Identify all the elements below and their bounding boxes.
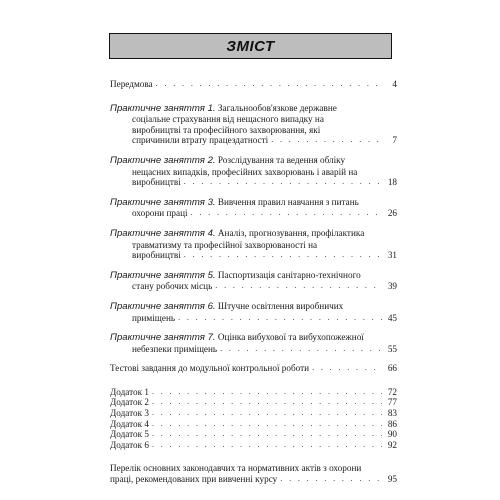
toc-entry-last-line xyxy=(110,281,397,292)
toc-entry xyxy=(110,440,397,451)
toc-entry-text: Оцінка вибухової та вибухопожежної xyxy=(217,332,364,343)
toc-entry-text: Додаток 6 xyxy=(110,439,149,450)
toc-entry-text: Перелік основних законодавчих та нормативних актів з охорони xyxy=(110,463,362,474)
toc-entry xyxy=(110,429,397,440)
toc-entry-line xyxy=(110,155,397,167)
toc-entry-label: Практичне заняття 3. xyxy=(110,196,216,208)
toc-entry-text: Передмова xyxy=(110,79,153,89)
leader-dots xyxy=(184,250,382,261)
leader-dots xyxy=(152,408,382,419)
toc-page-number: 86 xyxy=(387,418,397,429)
toc-page-number: 7 xyxy=(392,135,397,146)
leader-dots xyxy=(152,440,382,451)
toc-entry xyxy=(110,197,397,219)
table-of-contents xyxy=(110,79,397,494)
toc-entry xyxy=(110,155,397,188)
toc-entry-last-line xyxy=(110,177,397,188)
toc-entry-text: небезпеки приміщень xyxy=(132,343,218,354)
toc-entry-label: Практичне заняття 1. xyxy=(110,102,216,114)
toc-entry xyxy=(110,332,397,354)
toc-entry-line xyxy=(110,103,397,115)
leader-dots xyxy=(178,313,382,324)
toc-entry-text: охорони праці xyxy=(132,208,188,219)
toc-entry-last-line xyxy=(110,474,397,485)
toc-entry xyxy=(110,228,397,261)
toc-page-number: 90 xyxy=(387,429,397,440)
leader-dots xyxy=(152,387,382,398)
toc-entry-text: Загальнообов'язкове державне xyxy=(217,102,337,113)
toc-entry-line xyxy=(110,197,397,209)
toc-entry-text: Додаток 5 xyxy=(110,429,149,440)
toc-entry-last-line xyxy=(110,397,397,408)
toc-page-number: 77 xyxy=(387,397,397,408)
toc-entry xyxy=(110,363,397,374)
toc-entry-label: Практичне заняття 4. xyxy=(110,227,216,239)
toc-page-number: 83 xyxy=(387,408,397,419)
toc-entry-text: Паспортизація санітарно-технічного xyxy=(217,269,361,280)
toc-entry-text: праці, рекомендованих при вивченні курсу xyxy=(110,474,278,485)
toc-page-number: 4 xyxy=(392,79,397,89)
toc-entry-label: Практичне заняття 6. xyxy=(110,300,216,312)
toc-entry-last-line xyxy=(110,440,397,451)
toc-entry-line xyxy=(110,125,397,136)
toc-page-number: 18 xyxy=(387,177,397,188)
toc-entry-line xyxy=(110,332,397,344)
toc-entry-text: Додаток 2 xyxy=(110,397,149,408)
leader-dots xyxy=(271,135,382,146)
toc-entry-text: Додаток 4 xyxy=(110,418,149,429)
toc-entry-label: Практичне заняття 2. xyxy=(110,154,216,166)
page-title: ЗМІСТ xyxy=(226,37,275,55)
toc-entry-text: соціальне страхування від нещасного випадку на xyxy=(132,114,324,125)
leader-dots xyxy=(191,208,382,219)
toc-entry-text: Аналіз, прогнозування, профілактика xyxy=(217,227,365,238)
leader-dots xyxy=(312,363,382,374)
toc-entry-text: Додаток 3 xyxy=(110,408,149,419)
toc-entry-text: Вивчення правил навчання з питань xyxy=(217,196,359,207)
toc-page-number: 95 xyxy=(387,474,397,485)
toc-entry-line xyxy=(110,301,397,313)
toc-page-number: 66 xyxy=(387,363,397,374)
toc-entry-text: спричинили втрату працездатності xyxy=(132,135,269,146)
title-box xyxy=(109,33,392,59)
toc-entry-last-line xyxy=(110,429,397,440)
toc-entry-text: приміщень xyxy=(132,312,176,323)
toc-page-number: 26 xyxy=(387,208,397,219)
toc-entry-line xyxy=(110,270,397,282)
toc-entry-text: виробництві xyxy=(132,250,181,261)
toc-entry-last-line xyxy=(110,419,397,430)
toc-page-number: 39 xyxy=(387,281,397,292)
toc-page-number: 31 xyxy=(387,250,397,261)
toc-entry-text: нещасних випадків, професійних захворювань і аварій на xyxy=(132,166,358,177)
toc-entry xyxy=(110,463,397,484)
toc-entry-line xyxy=(110,114,397,125)
leader-dots xyxy=(152,397,382,408)
toc-entry xyxy=(110,419,397,430)
toc-entry-line xyxy=(110,463,397,474)
toc-entry xyxy=(110,270,397,292)
leader-dots xyxy=(184,177,382,188)
toc-entry xyxy=(110,79,397,90)
leader-dots xyxy=(152,419,382,430)
toc-entry-text: виробництві та професійного захворювання, які xyxy=(132,124,321,135)
toc-entry-text: Тестові завдання до модульної контрольної роботи xyxy=(110,363,310,374)
toc-entry-last-line xyxy=(110,135,397,146)
toc-entry-last-line xyxy=(110,408,397,419)
toc-entry-last-line xyxy=(110,387,397,398)
toc-entry-text: Додаток 1 xyxy=(110,386,149,397)
toc-entry xyxy=(110,301,397,323)
toc-page-number: 72 xyxy=(387,386,397,397)
toc-entry-line xyxy=(110,167,397,178)
toc-entry xyxy=(110,408,397,419)
toc-entry xyxy=(110,387,397,398)
toc-entry-last-line xyxy=(110,208,397,219)
leader-dots xyxy=(215,281,382,292)
toc-page-number: 55 xyxy=(387,343,397,354)
toc-entry-label: Практичне заняття 5. xyxy=(110,269,216,281)
leader-dots xyxy=(152,429,382,440)
toc-entry-text: Розслідування та ведення обліку xyxy=(217,154,346,165)
leader-dots xyxy=(156,79,382,90)
toc-entry xyxy=(110,397,397,408)
leader-dots xyxy=(280,474,382,485)
toc-page-number: 92 xyxy=(387,439,397,450)
toc-entry-last-line xyxy=(110,250,397,261)
toc-entry-last-line xyxy=(110,313,397,324)
toc-entry-line xyxy=(110,228,397,240)
toc-entry-last-line xyxy=(110,79,397,90)
toc-page-number: 45 xyxy=(387,312,397,323)
toc-entry-line xyxy=(110,240,397,251)
toc-entry-text: виробництві xyxy=(132,177,181,188)
toc-entry xyxy=(110,103,397,146)
toc-entry-last-line xyxy=(110,344,397,355)
toc-entry-label: Практичне заняття 7. xyxy=(110,332,216,344)
toc-entry-text: Штучне освітлення виробничих xyxy=(217,300,344,311)
leader-dots xyxy=(220,344,382,355)
toc-entry-text: стану робочих місць xyxy=(132,281,213,292)
toc-entry-last-line xyxy=(110,363,397,374)
toc-entry-text: травматизму та професійної захворюваності на xyxy=(132,239,318,250)
